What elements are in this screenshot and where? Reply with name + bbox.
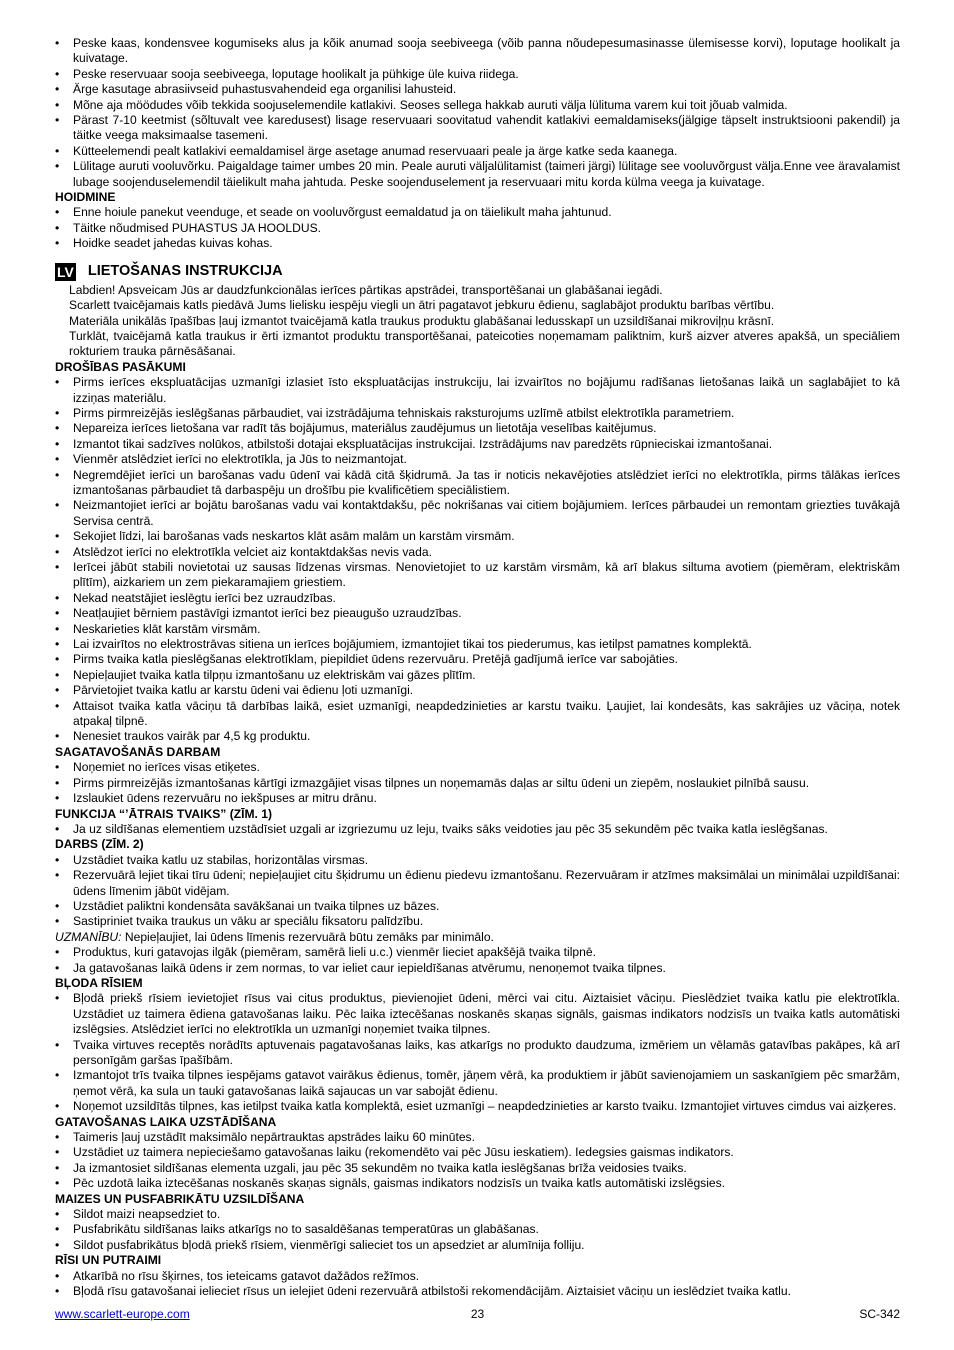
- list-item: • Pärast 7-10 keetmist (sõltuvalt vee karedusest) lisage reservuaari soovitatud vahendit katlakivi eemaldamiseks(jälgige täpselt instruktsiooni pakendil) ja täitke veega maksimaalse tasemeni.: [55, 113, 900, 144]
- list-item: • Lai izvairītos no elektrostrāvas sitiena un ierīces bojājumiem, izmantojiet tikai tos piederumus, kas ietilpst pamatnes komplektā.: [55, 637, 900, 652]
- preparation-list: [55, 760, 900, 806]
- list-item: • Noņemot uzsildītās tilpnes, kas ietilpst tvaika katla komplektā, esiet uzmanīgi – neapdedzinieties ar karsto tvaiku. Izmantojiet virtuves cimdus vai aizķeres.: [55, 1099, 900, 1114]
- intro-text: [55, 283, 900, 360]
- list-item: • Neskarieties klāt karstām virsmām.: [55, 622, 900, 637]
- section-heading-work: DARBS (ZĪM. 2): [55, 837, 144, 852]
- list-item: • Noņemiet no ierīces visas etiķetes.: [55, 760, 900, 775]
- list-item: • Peske kaas, kondensvee kogumiseks alus ja kõik anumad sooja seebiveega (võib panna nõudepesumasinasse ülemisesse korvi), loputage hoolikalt ja kuivatage.: [55, 36, 900, 67]
- list-item: • Izmantojot trīs tvaika tilpnes iespējams gatavot vairākus ēdienus, tomēr, jāņem vērā, ka produktiem ir jābūt savienojamiem un saskanīgiem pēc smaržām, ņemot vērā, ka sula un tauki gatavošanas laikā sajaucas un var sabojāt ēdienu.: [55, 1068, 900, 1099]
- list-item: • Sastipriniet tvaika traukus un vāku ar speciālu fiksatoru palīdzību.: [55, 914, 900, 929]
- page-number: 23: [470, 1307, 485, 1321]
- list-item: • Mõne aja möödudes võib tekkida soojuselemendile katlakivi. Seoses sellega hakkab auruti välja lülituma varem kui toit jõuab valmida.: [55, 98, 900, 113]
- list-item: • Ierīcei jābūt stabili novietotai uz sausas līdzenas virsmas. Nenovietojiet to uz karstām virsmām, kā arī blakus siltuma avotiem (piemēram, elektriskām plītīm), aizkariem un zem piekaramajiem griestiem.: [55, 560, 900, 591]
- list-item: • Neatļaujiet bērniem pastāvīgi izmantot ierīci bez pieaugušo uzraudzības.: [55, 606, 900, 621]
- intro-paragraph: Materiāla unikālās īpašības ļauj izmantot tvaicējamā katla traukus produktu glabāšanai ledusskapī un uzsildīšanai mikroviļņu krāsnī.: [69, 313, 775, 328]
- list-item: • Enne hoiule panekut veenduge, et seade on vooluvõrgust eemaldatud ja on täielikult maha jahtunud.: [55, 205, 900, 220]
- list-item: • Ja izmantosiet sildīšanas elementa uzgali, jau pēc 35 sekundēm no tvaika katla ieslēgšanas brīža veidosies tvaiks.: [55, 1161, 900, 1176]
- section-heading-rice: RĪSI UN PUTRAIMI: [55, 1253, 162, 1268]
- section-heading-rice-bowl: BĻODA RĪSIEM: [55, 975, 143, 990]
- list-item: • Peske reservuaar sooja seebiveega, loputage hoolikalt ja pühkige üle kuiva riidega.: [55, 67, 900, 82]
- list-item: • Attaisot tvaika katla vāciņu tā darbības laikā, esiet uzmanīgi, neapdedzinieties ar karstu tvaiku. Ļaujiet, lai kondesāts, kas sakrājies uz vāciņa, notek atpakaļ tilpnē.: [55, 699, 900, 730]
- list-item: • Uzstādiet uz taimera nepieciešamo gatavošanas laiku (rekomendēto vai pēc Jūsu ieskatiem). Iedegsies gaismas indikators.: [55, 1145, 900, 1160]
- list-item: • Pirms pirmreizējās izmantošanas kārtīgi izmazgājiet visas tilpnes un noņemamās daļas ar siltu ūdeni un ziepēm, noslaukiet pilnībā sausu.: [55, 776, 900, 791]
- list-item: • Pēc uzdotā laika iztecēšanas noskanēs skaņas signāls, gaismas indikators nodzisīs un tvaika katls automātiski izslēgsies.: [55, 1176, 900, 1191]
- work-list: [55, 853, 900, 930]
- language-badge: LV: [57, 263, 74, 280]
- section-heading-bread: MAIZES UN PUSFABRIKĀTU UZSILDĪŠANA: [55, 1191, 305, 1206]
- list-item: • Sildot pusfabrikātus bļodā priekš rīsiem, vienmērīgi salieciet tos un apsedziet ar alumīnija folliju.: [55, 1238, 900, 1253]
- list-item: • Pārvietojiet tvaika katlu ar karstu ūdeni vai ēdienu ļoti uzmanīgi.: [55, 683, 900, 698]
- list-item: • Rezervuārā lejiet tikai tīru ūdeni; nepieļaujiet citu šķidrumu un ēdienu piedevu izmantošanu. Rezervuāram ir atzīmes maksimālai un minimālai uzpildīšanai: ūdens līmenim jābūt vidējam.: [55, 868, 900, 899]
- caution-label: UZMANĪBU:: [55, 929, 122, 944]
- list-item: • Hoidke seadet jahedas kuivas kohas.: [55, 236, 900, 251]
- section-heading-cook-time: GATAVOŠANAS LAIKA UZSTĀDĪŠANA: [55, 1114, 277, 1129]
- intro-paragraph: Labdien! Apsveicam Jūs ar daudzfunkcionālas ierīces pārtikas apstrādei, transportēšanai un glabāšanai iegādi.: [69, 282, 663, 297]
- list-item: • Kütteelemendi pealt katlakivi eemaldamisel ärge asetage anumad reservuaari peale ja ärge katke seda kaanega.: [55, 144, 900, 159]
- section-heading-storage: HOIDMINE: [55, 190, 116, 205]
- list-item: • Negremdējiet ierīci un barošanas vadu ūdenī vai kādā citā šķidrumā. Ja tas ir noticis nekavējoties atslēdziet ierīci no elektrotīkla, pirms tālākas ierīces izmantošanas pārbaudiet tā darbaspēju un drošību pie kvalificētiem speciālistiem.: [55, 468, 900, 499]
- list-item: • Izmantot tikai sadzīves nolūkos, atbilstoši dotajai ekspluatācijas instrukcijai. Izstrādājums nav paredzēts rūpnieciskai izmantošanai.: [55, 437, 900, 452]
- rice-bowl-list: [55, 991, 900, 1114]
- section-heading-preparation: SAGATAVOŠANĀS DARBAM: [55, 744, 221, 759]
- list-item: • Nepieļaujiet tvaika katla tilpņu izmantošanu uz elektriskām vai gāzes plītīm.: [55, 668, 900, 683]
- list-item: • Vienmēr atslēdziet ierīci no elektrotīkla, ja Jūs to neizmantojat.: [55, 452, 900, 467]
- list-item: • Ärge kasutage abrasiivseid puhastusvahendeid ega organilisi lahusteid.: [55, 82, 900, 97]
- list-item: • Uzstādiet paliktni kondensāta savākšanai un tvaika tilpnes uz bāzes.: [55, 899, 900, 914]
- list-item: • Atslēdzot ierīci no elektrotīkla velciet aiz kontaktdakšas nevis vada.: [55, 545, 900, 560]
- caution-text: Nepieļaujiet, lai ūdens līmenis rezervuārā būtu zemāks par minimālo.: [121, 929, 494, 944]
- cook-time-list: [55, 1130, 900, 1192]
- work-list-continued: [55, 945, 900, 976]
- list-item: • Lülitage auruti vooluvõrku. Paigaldage taimer umbes 20 min. Peale auruti väljalülitamist (taimeri järgi) lülitage see vooluvõrgust välja.Enne vee äravalamist lubage soojenduselemendil täielikult maha jahtuda. Peske soojenduselement ja reservuaari mitu korda külma veega ja kuivatage.: [55, 159, 900, 190]
- section-title: LIETOŠANAS INSTRUKCIJA: [87, 262, 283, 279]
- list-item: • Pirms tvaika katla pieslēgšanas elektrotīklam, piepildiet ūdens rezervuāru. Pretējā gadījumā ierīce var sabojāties.: [55, 652, 900, 667]
- list-item: • Atkarībā no rīsu šķirnes, tos ieteicams gatavot dažādos režīmos.: [55, 1269, 900, 1284]
- website-link[interactable]: www.scarlett-europe.com: [55, 1307, 190, 1321]
- list-item: • Bļodā priekš rīsiem ievietojiet rīsus vai citus produktus, pievienojiet ūdeni, mērci vai citu. Aiztaisiet vāciņu. Pieslēdziet tvaika katlu pie elektrotīkla. Uzstādiet uz taimera ēdiena gatavošanas laiku. Pēc laika iztecēšanas noskanēs skaņas signāls, gaismas indikators nodzisīs un tvaika katls automātiski izslēgsies. Atslēdziet ierīci no elektrotīkla un uzmanīgi noņemiet tvaika tilpnes.: [55, 991, 900, 1037]
- list-item: • Pirms pirmreizējās ieslēgšanas pārbaudiet, vai izstrādājuma tehniskais raksturojums uzlīmē atbilst elektrotīkla parametriem.: [55, 406, 900, 421]
- et-storage-list: [55, 205, 900, 251]
- document-page: [55, 36, 900, 1300]
- list-item: • Sildot maizi neapsedziet to.: [55, 1207, 900, 1222]
- list-item: • Nenesiet traukos vairāk par 4,5 kg produktu.: [55, 729, 900, 744]
- safety-list: [55, 375, 900, 745]
- bread-list: [55, 1207, 900, 1253]
- list-item: • Nepareiza ierīces lietošana var radīt tās bojājumus, materiālus zaudējumus un lietotāja veselības kaitējumus.: [55, 421, 900, 436]
- intro-paragraph: Scarlett tvaicējamais katls piedāvā Jums lielisku iespēju viegli un ātri pagatavot jebkuru ēdienu, saglabājot produktu barības vērtību.: [69, 298, 775, 313]
- list-item: • Ja uz sildīšanas elementiem uzstādīsiet uzgali ar izgriezumu uz leju, tvaiks sāks veidoties jau pēc 35 sekundēm pēc tvaika katla ieslēgšanas.: [55, 822, 900, 837]
- section-heading-fast-steam: FUNKCIJA “’ĀTRAIS TVAIKS” (ZĪM. 1): [55, 806, 273, 821]
- intro-paragraph: Turklāt, tvaicējamā katla traukus ir ērti izmantot produktu transportēšanai, pateicoties noņemamam paliktnim, kurš aizver atveres apakšā, un speciāliem rokturiem trauka pārnēsāšanai.: [69, 328, 900, 359]
- list-item: • Pusfabrikātu sildīšanas laiks atkarīgs no to sasaldēšanas temperatūras un glabāšanas.: [55, 1222, 900, 1237]
- fast-steam-list: [55, 822, 900, 837]
- page-footer: [55, 1307, 900, 1323]
- list-item: • Neizmantojiet ierīci ar bojātu barošanas vadu vai kontaktdakšu, pēc nokrišanas vai citiem bojājumiem. Ierīces pārbaudei un remontam griezties tuvākajā Servisa centrā.: [55, 498, 900, 529]
- model-number: SC-342: [859, 1307, 900, 1321]
- list-item: • Bļodā rīsu gatavošanai ielieciet rīsus un ielejiet ūdeni rezervuārā atbilstoši rekomendācijām. Aiztaisiet vāciņu un ieslēdziet tvaika katlu.: [55, 1284, 900, 1299]
- list-item: • Izslaukiet ūdens rezervuāru no iekšpuses ar mitru drānu.: [55, 791, 900, 806]
- list-item: • Uzstādiet tvaika katlu uz stabilas, horizontālas virsmas.: [55, 853, 900, 868]
- list-item: • Produktus, kuri gatavojas ilgāk (piemēram, samērā lieli u.c.) vienmēr lieciet apakšējā tvaika tilpnē.: [55, 945, 900, 960]
- list-item: • Tvaika virtuves receptēs norādīts aptuvenais pagatavošanas laiks, kas atkarīgs no produkto daudzuma, izmēriem un vēlamās gatavības pakāpes, kā arī personīgām garšas īpašībām.: [55, 1038, 900, 1069]
- list-item: • Täitke nõudmised PUHASTUS JA HOOLDUS.: [55, 221, 900, 236]
- list-item: • Nekad neatstājiet ieslēgtu ierīci bez uzraudzības.: [55, 591, 900, 606]
- list-item: • Taimeris ļauj uzstādīt maksimālo nepārtrauktas apstrādes laiku 60 minūtes.: [55, 1130, 900, 1145]
- section-heading-safety: DROŠĪBAS PASĀKUMI: [55, 359, 186, 374]
- list-item: • Pirms ierīces ekspluatācijas uzmanīgi izlasiet īsto ekspluatācijas instrukciju, lai izvairītos no bojājumu radīšanas lietošanas laikā un saglabājiet to kā izziņas materiālu.: [55, 375, 900, 406]
- language-section-title: [55, 263, 900, 281]
- caution-note: [55, 930, 900, 945]
- list-item: • Sekojiet līdzi, lai barošanas vads neskartos klāt asām malām un karstām virsmām.: [55, 529, 900, 544]
- list-item: • Ja gatavošanas laikā ūdens ir zem normas, to var ieliet caur iepieldīšanas atvērumu, nenoņemot tvaika tilpnes.: [55, 961, 900, 976]
- et-cleaning-list: [55, 36, 900, 190]
- rice-list: [55, 1269, 900, 1300]
